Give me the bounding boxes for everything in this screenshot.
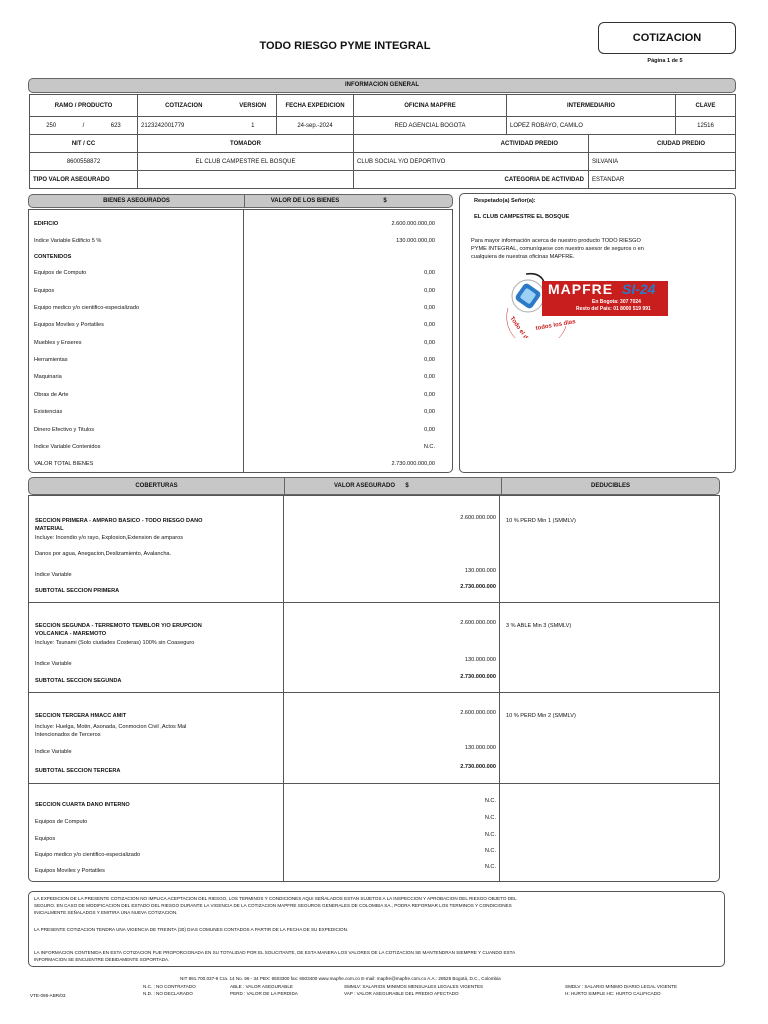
intermediario-value: LOPEZ ROBAYO, CAMILO (507, 117, 676, 135)
note-3-line-1: LA INFORMACION CONTENIDA EN ESTA COTIZACION FUE PROPORCIONADA EN SU TOTALIDAD POR EL SOLICITANTE, DE ESTA MANERA LOS VALORES DE LA COTIZACION SE MANTENDRAN SIEMPRE Y CUANDO ESTA (34, 950, 516, 955)
header-clave: CLAVE (676, 95, 736, 117)
footer-code: VTE-095-ABR/03 (30, 993, 66, 998)
cuarta-row-value: N.C. (484, 848, 496, 854)
cuarta-row-value: N.C. (484, 864, 496, 870)
cuarta-row-value: N.C. (484, 832, 496, 838)
section-include-line: Danos por agua, Anegacion,Deslizamiento, Avalancha. (35, 551, 172, 557)
section-indice-value: 130.000.000 (464, 568, 496, 574)
coberturas-header-valor: VALOR ASEGURADO (333, 483, 395, 489)
section-include-line: Incluye: Incendio y/o rayo, Explosion,Extension de amparos (35, 535, 184, 541)
actividad-value: CLUB SOCIAL Y/O DEPORTIVO (354, 153, 589, 171)
section-include-line: Incluye: Huelga, Motin, Asonada, Conmocion Civil ,Actos Mal (35, 724, 187, 730)
tomador-value: EL CLUB CAMPESTRE EL BOSQUE (138, 153, 354, 171)
info-general-bar: INFORMACION GENERAL (28, 78, 736, 93)
header-version: VERSION (230, 95, 277, 117)
logo-arc-text-right: todos los días (535, 319, 577, 332)
bienes-row-value: 0,00 (424, 340, 435, 346)
header-fecha: FECHA EXPEDICION (277, 95, 354, 117)
bienes-row-value: 0,00 (424, 288, 435, 294)
section-subtotal-label: SUBTOTAL SECCION TERCERA (35, 768, 121, 774)
section-deducible: 10 % PERD Min 2 (SMMLV) (506, 713, 576, 719)
bienes-row-value: 130.000.000,00 (396, 238, 435, 244)
letter-line-2: PYME INTEGRAL, comuníquese con nuestro asesor de seguros o en (471, 246, 644, 252)
cuarta-row-value: N.C. (484, 815, 496, 821)
info-general-table (29, 94, 736, 189)
header-cotizacion: COTIZACION (138, 95, 230, 117)
bienes-row-label: Equipos de Computo (34, 270, 87, 276)
section-subtotal-label: SUBTOTAL SECCION PRIMERA (35, 588, 120, 594)
section-include-line: Incluye: Tsunami (Solo ciudades Costeras) 100% sin Coaseguro (35, 640, 195, 646)
section-title-2: VOLCANICA - MAREMOTO (35, 631, 107, 637)
nit-value: 8600558872 (30, 153, 138, 171)
bienes-row-value: 2.600.000.000,00 (391, 221, 435, 227)
ramo-value: 250 (46, 122, 57, 129)
bienes-row-label: Maquinaria (34, 374, 62, 380)
section-title: SECCION SEGUNDA - TERREMOTO TEMBLOR Y/O ERUPCION (35, 623, 202, 629)
coberturas-header-currency: $ (405, 483, 409, 489)
bienes-row-label: CONTENIDOS (34, 254, 72, 260)
cotizacion-value: 2123242001779 (138, 117, 230, 135)
logo-phone-pais: Resto del País: 01 8000 519 991 (576, 306, 651, 312)
bienes-row-value: 0,00 (424, 322, 435, 328)
mapfre-si24-logo (496, 268, 708, 338)
section-title: SECCION TERCERA HMACC AMIT (35, 713, 127, 719)
document-type-box: COTIZACION (598, 22, 736, 54)
section-value: 2.600.000.000 (460, 515, 496, 521)
cuarta-row-label: Equipo medico y/o cientifico-especializado (35, 852, 141, 858)
legend-smmlv: SMMLV: SALARIOS MINIMOS MENSUALES LEGALES VIGENTES (344, 984, 484, 989)
section-deducible: 3 % ABLE Min 3 (SMMLV) (506, 623, 572, 629)
header-ramo: RAMO / PRODUCTO (30, 95, 138, 117)
document-title: TODO RIESGO PYME INTEGRAL (259, 40, 431, 52)
note-1-line-1: LA EXPEDICION DE LA PRESENTE COTIZACION NO IMPLICA ACEPTACION DEL RIESGO, LOS TERMINOS Y CONDICIONES AQUI SEÑALADOS ESTAN SUJETOS A LA INSPECCION Y APROBACION DEL RIESGO OBJETO DEL (34, 896, 517, 901)
cuarta-row-label: Equipos (35, 836, 56, 842)
section-value: 2.600.000.000 (460, 620, 496, 626)
bienes-header-label: BIENES ASEGURADOS (103, 198, 170, 204)
bienes-header-valor: VALOR DE LOS BIENES (270, 198, 340, 204)
bienes-row-value: 0,00 (424, 305, 435, 311)
bienes-row-label: Equipo medico y/o cientifico-especializado (34, 305, 140, 311)
section-subtotal-value: 2.730.000.000 (460, 764, 496, 770)
deducibles-header: DEDUCIBLES (590, 483, 630, 489)
section-indice-label: Indice Variable (35, 661, 72, 667)
bienes-row-value: 2.730.000.000,00 (391, 461, 435, 467)
bienes-header-currency: $ (383, 198, 387, 204)
version-value: 1 (230, 117, 277, 135)
section-title-2: MATERIAL (35, 526, 64, 532)
letter-name: EL CLUB CAMPESTRE EL BOSQUE (474, 214, 570, 220)
coberturas-bar (28, 477, 720, 495)
letter-line-3: cualquiera de nuestras oficinas MAPFRE. (471, 254, 575, 260)
section-indice-label: Indice Variable (35, 572, 72, 578)
bienes-row-label: EDIFICIO (34, 221, 59, 227)
bienes-row-value: 0,00 (424, 427, 435, 433)
clave-value: 12516 (676, 117, 736, 135)
logo-suffix: SI-24 (622, 281, 656, 297)
header-tipo-valor: TIPO VALOR ASEGURADO (30, 171, 138, 189)
note-1-line-3: INICIALMENTE SEÑALADOS Y EMITIRA UNA NUEVA COTIZACION. (34, 910, 178, 915)
header-tomador: TOMADOR (138, 135, 354, 153)
section-subtotal-value: 2.730.000.000 (460, 674, 496, 680)
ramo-separator: / (82, 122, 85, 129)
header-actividad: ACTIVIDAD PREDIO (354, 135, 589, 153)
section-title: SECCION PRIMERA - AMPARO BASICO - TODO RIESGO DANO (35, 518, 203, 524)
bienes-row-label: VALOR TOTAL BIENES (34, 461, 94, 467)
letter-greeting: Respetado(a) Señor(a): (474, 198, 536, 204)
bienes-row-label: Equipos (34, 288, 55, 294)
section-subtotal-label: SUBTOTAL SECCION SEGUNDA (35, 678, 122, 684)
header-nit: NIT / CC (30, 135, 138, 153)
header-ciudad: CIUDAD PREDIO (589, 135, 736, 153)
logo-arc-text-left: Todo el día, (508, 315, 533, 338)
bienes-row-value: 0,00 (424, 357, 435, 363)
legend-nc: N.C. : NO CONTRATADO (143, 984, 196, 989)
bienes-row-value: 0,00 (424, 270, 435, 276)
tipo-valor-value (138, 171, 354, 189)
oficina-value: RED AGENCIAL BOGOTA (354, 117, 507, 135)
legend-hurto: H: HURTO SIMPLE HC: HURTO CALIFICADO (565, 991, 661, 996)
note-2: LA PRESENTE COTIZACION TENDRA UNA VIGENCIA DE TREINTA (30) DIAS COMUNES CONTADOS A PARTIR DE LA FECHA DE SU EXPEDICION. (34, 927, 349, 932)
coberturas-header-label: COBERTURAS (135, 483, 178, 489)
cuarta-title-value: N.C. (484, 798, 496, 804)
bienes-row-label: Indice Variable Contenidos (34, 444, 101, 450)
bienes-box (28, 209, 453, 473)
cuarta-row-label: Equipos Moviles y Portatiles (35, 868, 105, 874)
bienes-row-value: 0,00 (424, 374, 435, 380)
section-value: 2.600.000.000 (460, 710, 496, 716)
categoria-value: ESTANDAR (589, 171, 736, 189)
note-3-line-2: INFORMACION SE ENCUENTRE DEBIDAMENTE SOPORTADA. (34, 957, 170, 962)
bienes-row-label: Indice Variable Edificio 5 % (34, 238, 102, 244)
legend-smdlv: SMDLV : SALARIO MINIMO DIARIO LEGAL VIGENTE (565, 984, 678, 989)
bienes-row-label: Equipos Moviles y Portatiles (34, 322, 104, 328)
bienes-row-label: Herramientas (34, 357, 68, 363)
legend-vap: VAP : VALOR ASEGURABLE DEL PREDIO AFECTADO (344, 991, 459, 996)
logo-brand: MAPFRE (548, 281, 614, 297)
cuarta-title: SECCION CUARTA DANO INTERNO (35, 802, 130, 808)
letter-line-1: Para mayor información acerca de nuestro producto TODO RIESGO (471, 238, 641, 244)
legend-perd: PERD : VALOR DE LA PERDIDA (230, 991, 298, 996)
section-subtotal-value: 2.730.000.000 (460, 584, 496, 590)
producto-value: 623 (110, 122, 121, 129)
section-indice-label: Indice Variable (35, 749, 72, 755)
note-1-line-2: SEGURO. EN CASO DE MODIFICACION DEL ESTADO DEL RIESGO DURANTE LA VIGENCIA DE LA COTIZACION MAPFRE SEGUROS GENERALES DE COLOMBIA SA., PODRA REFORMAR LOS TERMINOS Y CONDICIONES (34, 903, 512, 908)
bienes-row-label: Existencias (34, 409, 63, 415)
bienes-row-label: Muebles y Enseres (34, 340, 82, 346)
bienes-row-value: 0,00 (424, 392, 435, 398)
logo-phone-bogota: En Bogota: 307 7024 (592, 299, 641, 305)
bienes-row-value: N.C. (423, 444, 435, 450)
header-intermediario: INTERMEDIARIO (507, 95, 676, 117)
bienes-row-value: 0,00 (424, 409, 435, 415)
ramo-producto-cell (30, 117, 138, 135)
section-deducible: 10 % PERD Min 1 (SMMLV) (506, 518, 576, 524)
section-indice-value: 130.000.000 (464, 657, 496, 663)
page-number: Página 1 de 5 (647, 58, 683, 64)
section-indice-value: 130.000.000 (464, 745, 496, 751)
header-categoria: CATEGORIA DE ACTIVIDAD (354, 171, 589, 189)
bienes-row-label: Dinero Efectivo y Titulos (34, 427, 95, 433)
header-oficina: OFICINA MAPFRE (354, 95, 507, 117)
legend-nd: N.D. : NO DECLARADO (143, 991, 193, 996)
bienes-row-label: Obras de Arte (34, 392, 69, 398)
bienes-bar (28, 194, 453, 208)
legend-able: ABLE : VALOR ASEGURABLE (230, 984, 293, 989)
cuarta-row-label: Equipos de Computo (35, 819, 88, 825)
fecha-value: 24-sep.-2024 (277, 117, 354, 135)
footer-company: NIT 891.700.037-9 Cra. 14 No. 96 - 34 PBX: 6503300 fax: 6503400 www.mapfre.com.co E-mail: mapfre@mapfre.com.co A.A.: 28525 Bogotá, D.C., Colombia (180, 976, 501, 981)
ciudad-value: SILVANIA (589, 153, 736, 171)
section-include-line: Intencionados de Terceros (35, 732, 101, 738)
coberturas-box (28, 495, 720, 882)
